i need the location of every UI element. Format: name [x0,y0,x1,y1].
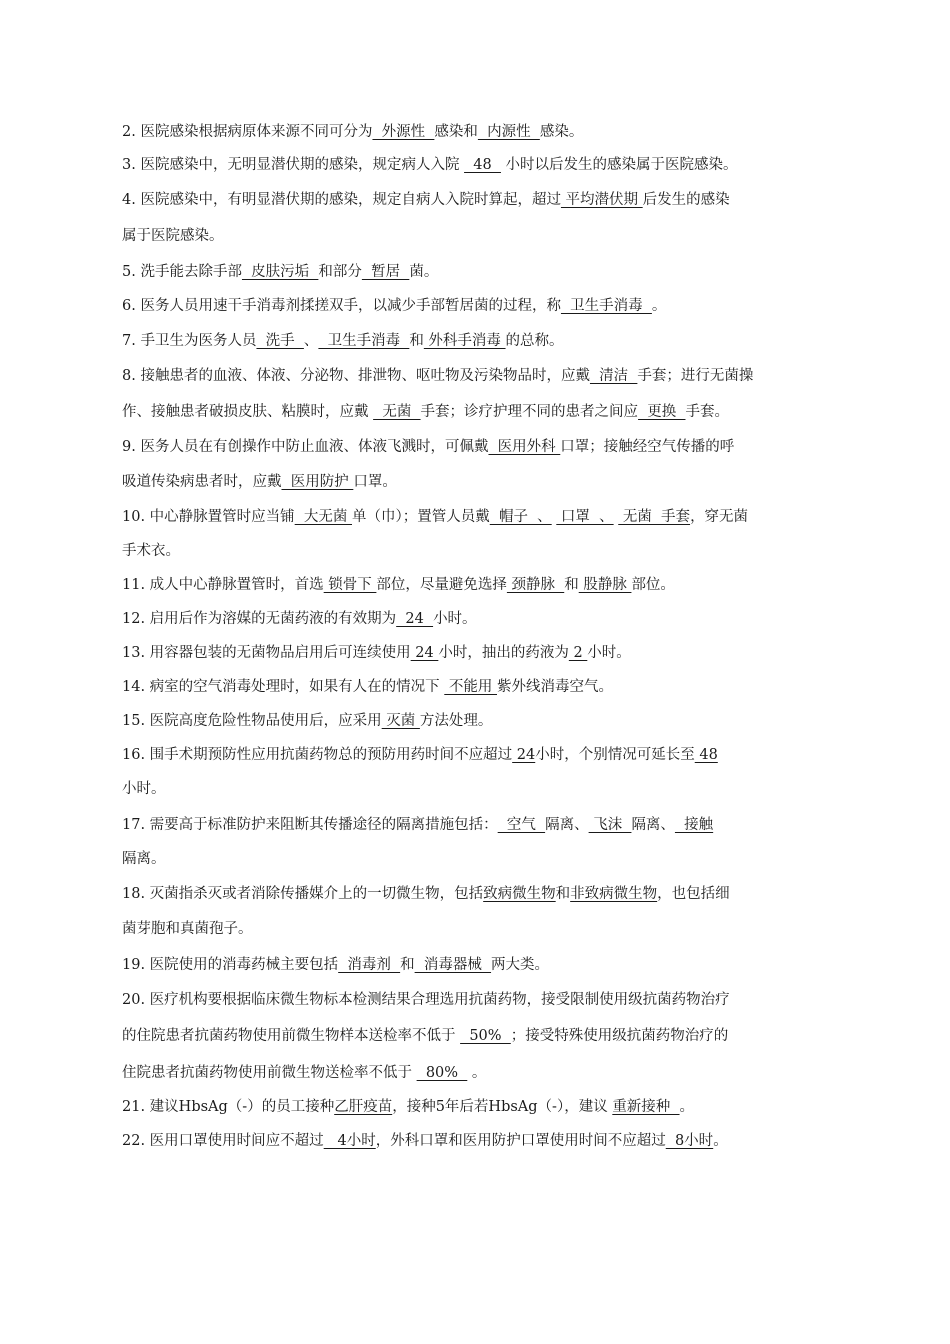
question-text: 紫外线消毒空气。 [497,679,613,695]
answer-blank: 飞沫 [588,817,632,833]
answer-blank: 颈静脉 [506,577,565,593]
question-15-line-1 [122,711,850,731]
question-10-line-1 [122,507,850,527]
question-text: 9. 医务人员在有创操作中防止血液、体液飞溅时，可佩戴 [122,439,489,455]
question-text: 10. 中心静脉置管时应当铺 [122,509,295,525]
answer-blank: 24 [396,611,434,627]
question-text: 21. 建议HbsAg（-）的员工接种 [122,1099,335,1115]
question-text: 部位。 [631,577,675,593]
question-text: 、 [303,333,319,349]
question-7-line-1 [122,331,850,351]
question-text: 小时。 [122,781,166,797]
answer-blank: 股静脉 [578,577,632,593]
answer-blank: 乙肝疫苗 [334,1099,393,1115]
question-text: 。 [679,1099,695,1115]
answer-blank: 致病微生物 [483,886,556,902]
answer-blank: 48 [694,747,718,763]
answer-blank: 平均潜伏期 [560,192,643,208]
question-text: 13. 用容器包装的无菌物品启用后可连续使用 [122,645,411,661]
answer-blank: 非致病微生物 [570,886,658,902]
question-text: 菌芽胞和真菌孢子。 [122,921,253,937]
question-4-line-1 [122,190,850,210]
question-13-line-1 [122,643,850,663]
question-text: 手套；进行无菌操 [637,368,754,384]
question-text: 3. 医院感染中，无明显潜伏期的感染，规定病人入院 [122,157,465,173]
question-2-line-1 [122,122,850,142]
question-text: 5. 洗手能去除手部 [122,264,242,280]
answer-blank: 内源性 [477,124,540,140]
question-8-line-1 [122,366,850,386]
question-text: 小时，个别情况可延长至 [535,747,695,763]
question-text: 。 [467,1065,487,1081]
answer-blank: 外科手消毒 [423,333,506,349]
answer-blank: 洗手 [256,333,304,349]
question-text: 的总称。 [505,333,564,349]
question-text: 后发生的感染 [642,192,730,208]
question-text: 的住院患者抗菌药物使用前微生物样本送检率不低于 [122,1028,461,1044]
question-12-line-1 [122,609,850,629]
answer-blank: 2 [568,645,588,661]
answer-blank: 卫生手消毒 [318,333,410,349]
answer-blank: 帽子 、 [489,509,552,525]
answer-blank: 暂居 [361,264,410,280]
question-text: ，也包括细 [657,886,730,902]
answer-blank: 外源性 [372,124,435,140]
answer-blank: 无菌 手套 [618,509,691,525]
question-text: 住院患者抗菌药物使用前微生物送检率不低于 [122,1065,417,1081]
question-text: 14. 病室的空气消毒处理时，如果有人在的情况下 [122,679,445,695]
question-17-line-1 [122,815,850,835]
question-text: 两大类。 [491,957,550,973]
question-text: 菌。 [409,264,439,280]
answer-blank: 大无菌 [294,509,352,525]
question-text: 单（巾）；置管人员戴 [352,509,490,525]
question-text: 8. 接触患者的血液、体液、分泌物、排泄物、呕吐物及污染物品时，应戴 [122,368,590,384]
question-text: 小时。 [587,645,631,661]
question-14-line-1 [122,677,850,697]
question-text: 口罩。 [353,474,397,490]
question-text: ，外科口罩和医用防护口罩使用时间不应超过 [375,1133,666,1149]
question-text: ，接种5年后若HbsAg（-），建议 [392,1099,613,1115]
question-text: 吸道传染病患者时，应戴 [122,474,282,490]
question-4-line-2 [122,226,850,246]
question-20-line-1 [122,990,850,1010]
answer-blank: 医用防护 [281,474,354,490]
question-text: 11. 成人中心静脉置管时，首选 [122,577,324,593]
question-text: 。 [713,1133,728,1149]
question-text: ，穿无菌 [690,509,749,525]
question-9-line-1 [122,437,850,457]
question-16-line-2 [122,779,850,799]
question-text: 17. 需要高于标准防护来阻断其传播途径的隔离措施包括： [122,817,498,833]
question-18-line-2 [122,919,850,939]
answer-blank: 卫生手消毒 [560,298,652,314]
question-text: 隔离、 [631,817,675,833]
question-3-line-1 [122,155,850,175]
question-17-line-2 [122,849,850,869]
answer-blank: 更换 [638,404,686,420]
answer-blank: 灭菌 [381,713,420,729]
question-text: 2. 医院感染根据病原体来源不同可分为 [122,124,373,140]
question-text: 手套。 [685,404,729,420]
answer-blank: 口罩 、 [556,509,614,525]
question-text: 口罩；接触经空气传播的呼 [560,439,735,455]
answer-blank: 重新接种 [612,1099,680,1115]
question-text: 方法处理。 [419,713,493,729]
question-text: 和 [400,957,415,973]
answer-blank: 4小时 [323,1133,376,1149]
question-5-line-1 [122,262,850,282]
question-text: 隔离。 [122,851,166,867]
answer-blank: 无菌 [373,404,421,420]
answer-blank: 24 [512,747,536,763]
question-text: 和 [555,886,571,902]
answer-blank: 24 [410,645,439,661]
question-text: 19. 医院使用的消毒药械主要包括 [122,957,339,973]
answer-blank: 不能用 [444,679,497,695]
question-text: 16. 围手术期预防性应用抗菌药物总的预防用药时间不应超过 [122,747,513,763]
question-11-line-1 [122,575,850,595]
question-text: ；接受特殊使用级抗菌药物治疗的 [510,1028,729,1044]
answer-blank: 50% [460,1028,511,1044]
question-6-line-1 [122,296,850,316]
question-text: 手术衣。 [122,543,180,559]
question-10-line-2 [122,541,850,561]
question-16-line-1 [122,745,850,765]
answer-blank: 空气 [497,817,546,833]
question-text: 6. 医务人员用速干手消毒剂揉搓双手，以减少手部暂居菌的过程，称 [122,298,561,314]
question-text: 感染和 [434,124,478,140]
question-text: 7. 手卫生为医务人员 [122,333,257,349]
question-text: 小时。 [433,611,477,627]
question-18-line-1 [122,884,850,904]
question-text: 20. 医疗机构要根据临床微生物标本检测结果合理选用抗菌药物，接受限制使用级抗菌药物治疗 [122,992,730,1008]
answer-blank: 48 [464,157,501,173]
answer-blank: 皮肤污垢 [241,264,319,280]
question-text: 手套；诊疗护理不同的患者之间应 [420,404,639,420]
question-text: 15. 医院高度危险性物品使用后，应采用 [122,713,382,729]
answer-blank: 消毒剂 [338,957,401,973]
answer-blank: 消毒器械 [414,957,492,973]
question-8-line-2 [122,402,850,422]
answer-blank: 清洁 [589,368,638,384]
question-text: 18. 灭菌指杀灭或者消除传播媒介上的一切微生物，包括 [122,886,484,902]
answer-blank: 接触 [674,817,714,833]
question-text: 和 [564,577,579,593]
question-22-line-1 [122,1131,850,1151]
question-text: 属于医院感染。 [122,228,224,244]
answer-blank: 锁骨下 [323,577,377,593]
question-text: 22. 医用口罩使用时间应不超过 [122,1133,324,1149]
question-9-line-2 [122,472,850,492]
question-text: 和部分 [318,264,362,280]
question-text: 部位，尽量避免选择 [376,577,507,593]
question-20-line-2 [122,1026,850,1046]
question-text: 感染。 [539,124,584,140]
question-text: 作、接触患者破损皮肤、粘膜时，应戴 [122,404,374,420]
question-20-line-3 [122,1063,850,1083]
question-21-line-1 [122,1097,850,1117]
question-text: 隔离、 [545,817,589,833]
question-text: 。 [651,298,667,314]
answer-blank: 80% [416,1065,468,1081]
question-text: 小时，抽出的药液为 [438,645,569,661]
question-text: 12. 启用后作为溶媒的无菌药液的有效期为 [122,611,397,627]
question-text: 和 [409,333,424,349]
question-19-line-1 [122,955,850,975]
answer-blank: 医用外科 [488,439,561,455]
answer-blank: 8小时 [665,1133,714,1149]
question-text: 小时以后发生的感染属于医院感染。 [500,157,738,173]
question-text: 4. 医院感染中，有明显潜伏期的感染，规定自病人入院时算起，超过 [122,192,561,208]
